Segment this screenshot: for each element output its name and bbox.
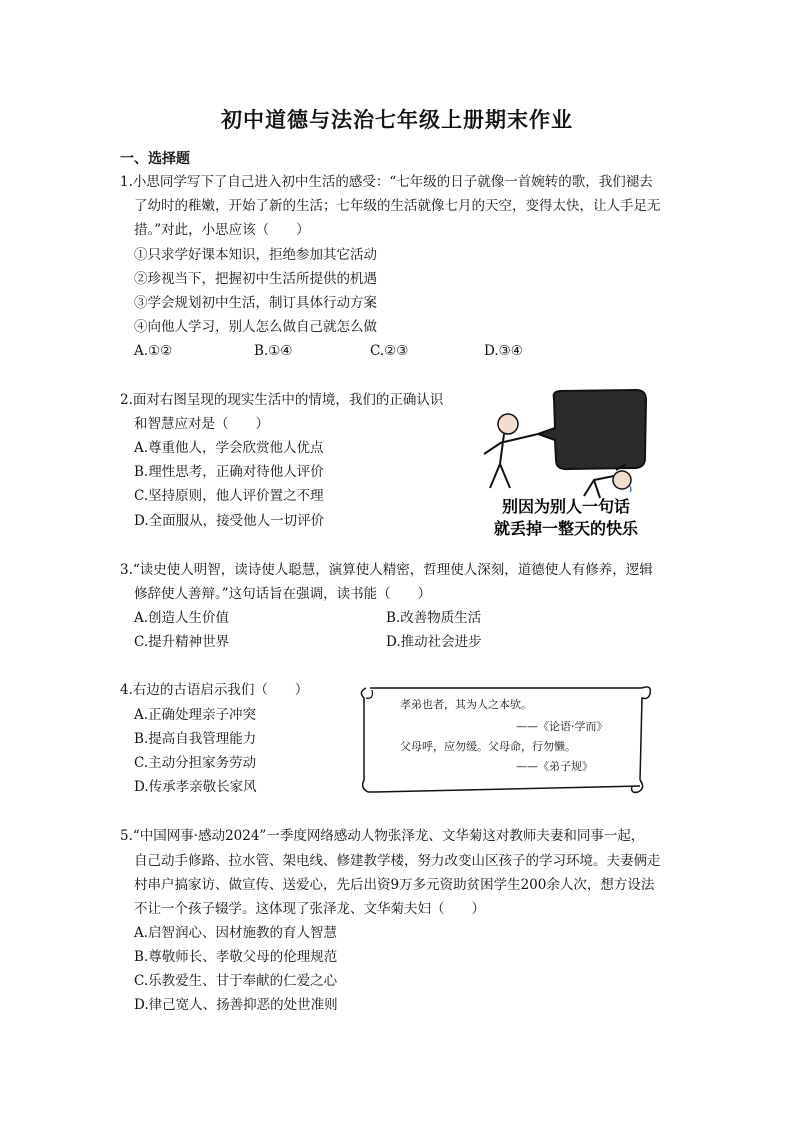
scroll-quote-2: 父母呼，应勿缓。父母命，行勿懒。	[400, 740, 576, 753]
q2-option-b: B.理性思考，正确对待他人评价	[134, 464, 324, 480]
q5-line-2: 自己动手修路、拉水管、架电线、修建教学楼，努力改变山区孩子的学习环境。夫妻俩走	[134, 853, 661, 869]
q2-option-d: D.全面服从，接受他人一切评价	[134, 513, 325, 529]
q2-line-1: 2.面对右图呈现的现实生活中的情境，我们的正确认识	[120, 392, 444, 408]
q3-option-a: A.创造人生价值	[134, 610, 230, 626]
section-heading: 一、选择题	[120, 151, 190, 167]
cartoon-illustration	[476, 384, 656, 540]
q3-line-1: 3.“读史使人明智，读诗使人聪慧，演算使人精密，哲理使人深刻，道德使人有修养，逻辑	[120, 562, 653, 578]
q1-option-b: B.①④	[254, 343, 293, 359]
q3-line-2: 修辞使人善辩。”这句话旨在强调，读书能（ ）	[134, 586, 432, 602]
q5-option-c: C.乐教爱生、甘于奉献的仁爱之心	[134, 973, 338, 989]
q2-line-2: 和智慧应对是（ ）	[134, 416, 269, 432]
q1-item-2: ②珍视当下，把握初中生活所提供的机遇	[134, 271, 377, 287]
q5-option-d: D.律己宽人、扬善抑恶的处世准则	[134, 997, 338, 1013]
q1-line-2: 了幼时的稚嫩，开始了新的生活；七年级的生活就像七月的天空，变得太快，让人手足无	[134, 198, 661, 214]
scroll-source-2: ——《弟子规》	[516, 760, 593, 773]
q1-line-3: 措。”对此，小思应该（ ）	[134, 222, 310, 238]
q4-option-b: B.提高自我管理能力	[134, 731, 257, 747]
q5-option-a: A.启智润心、因材施教的育人智慧	[134, 925, 338, 941]
q1-item-3: ③学会规划初中生活，制订具体行动方案	[134, 295, 377, 311]
q4-option-c: C.主动分担家务劳动	[134, 755, 257, 771]
q4-option-d: D.传承孝亲敬长家风	[134, 779, 257, 795]
q1-option-a: A.①②	[134, 343, 173, 359]
q5-line-3: 村串户搞家访、做宣传、送爱心，先后出资9万多元资助贫困学生200余人次，想方设法	[134, 877, 655, 893]
q1-option-c: C.②③	[370, 343, 409, 359]
q4-stem: 4.右边的古语启示我们（ ）	[120, 682, 309, 698]
q5-line-1: 5.“中国网事·感动2024”一季度网络感动人物张泽龙、文华菊这对教师夫妻和同事一起，	[120, 828, 645, 844]
q3-option-b: B.改善物质生活	[386, 610, 482, 626]
q3-option-d: D.推动社会进步	[386, 634, 482, 650]
q2-option-a: A.尊重他人，学会欣赏他人优点	[134, 440, 324, 456]
scroll-quote-1: 孝弟也者，其为人之本欤。	[400, 698, 532, 711]
q1-item-1: ①只求学好课本知识，拒绝参加其它活动	[134, 247, 377, 263]
q4-option-a: A.正确处理亲子冲突	[134, 707, 257, 723]
q1-line-1: 1.小思同学写下了自己进入初中生活的感受：“七年级的日子就像一首婉转的歌，我们褪去	[120, 174, 653, 190]
q3-option-c: C.提升精神世界	[134, 634, 230, 650]
cartoon-caption-line-2: 就丢掉一整天的快乐	[493, 519, 639, 538]
q1-item-4: ④向他人学习，别人怎么做自己就怎么做	[134, 319, 377, 335]
q5-option-b: B.尊敬师长、孝敬父母的伦理规范	[134, 949, 338, 965]
q5-line-4: 不让一个孩子辍学。这体现了张泽龙、文华菊夫妇（ ）	[134, 901, 485, 917]
q1-option-d: D.③④	[484, 343, 523, 359]
scroll-frame	[356, 676, 656, 798]
ancient-saying-scroll	[356, 676, 656, 798]
cartoon-caption-line-1: 别因为别人一句话	[501, 497, 631, 516]
page-title: 初中道德与法治七年级上册期末作业	[221, 108, 573, 132]
scroll-source-1: ——《论语·学而》	[516, 720, 608, 733]
q2-option-c: C.坚持原则，他人评价置之不理	[134, 488, 324, 504]
